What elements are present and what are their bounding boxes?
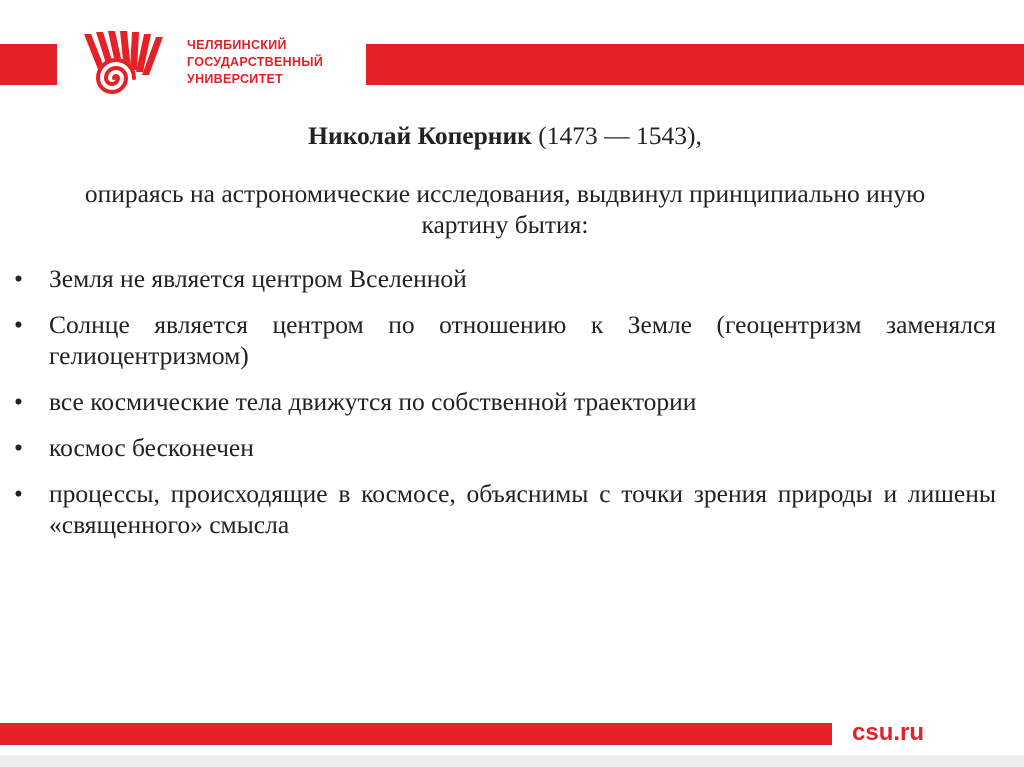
- slide-title: [14, 118, 996, 154]
- university-name-line: УНИВЕРСИТЕТ: [187, 72, 284, 86]
- slide-content: [14, 118, 996, 555]
- bullet-marker: •: [14, 433, 23, 462]
- bullet-marker: •: [14, 387, 23, 416]
- bullet-marker: •: [14, 310, 23, 339]
- bottom-strip: [0, 755, 1024, 767]
- list-item-text: Земля не является центром Вселенной: [49, 264, 467, 293]
- list-item: [14, 309, 996, 371]
- list-item-text: космос бесконечен: [49, 433, 254, 462]
- university-name-line: ЧЕЛЯБИНСКИЙ: [187, 38, 287, 52]
- university-name: [187, 37, 323, 88]
- title-name: Николай Коперник: [308, 121, 532, 150]
- list-item-text: все космические тела движутся по собственной траектории: [49, 387, 697, 416]
- university-name-line: ГОСУДАРСТВЕННЫЙ: [187, 55, 324, 69]
- list-item: [14, 478, 996, 540]
- title-years: (1473 — 1543),: [531, 121, 702, 150]
- list-item-text: процессы, происходящие в космосе, объяснимы с точки зрения природы и лишены «священного» смысла: [49, 479, 996, 539]
- list-item: [14, 386, 996, 417]
- footer-bar: [0, 723, 832, 745]
- intro-text: опираясь на астрономические исследования, выдвинул принципиально иную картину бытия:: [84, 179, 926, 239]
- list-item-text: Солнце является центром по отношению к Земле (геоцентризм заменялся гелиоцентризмом): [49, 310, 996, 370]
- spiral-logo-icon: [76, 30, 176, 102]
- bullet-marker: •: [14, 264, 23, 293]
- list-item: [14, 263, 996, 294]
- list-item: [14, 432, 996, 463]
- bullet-marker: •: [14, 479, 23, 508]
- header-bar-right: [366, 44, 1024, 85]
- footer-site-label: csu.ru: [852, 719, 925, 746]
- bullet-list: [14, 263, 996, 540]
- header-bar-left: [0, 44, 57, 85]
